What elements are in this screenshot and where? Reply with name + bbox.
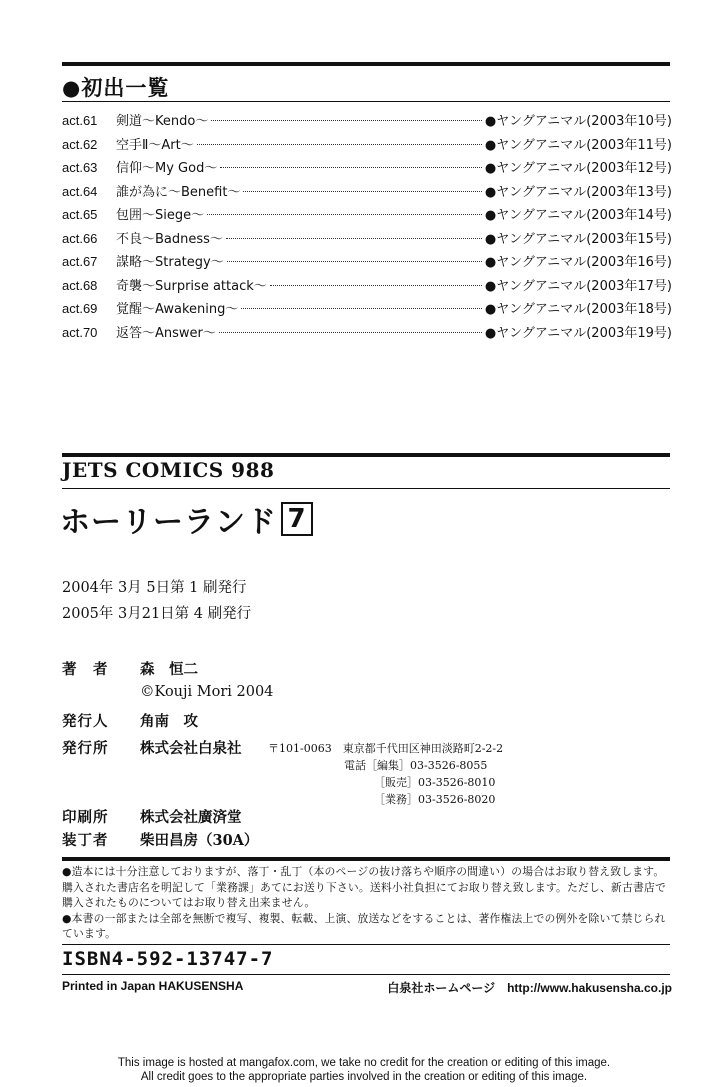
designer-line <box>62 829 258 850</box>
author-line <box>62 658 198 679</box>
issuer-line <box>62 710 198 731</box>
chapter-number: act.68 <box>62 277 98 293</box>
contents-list <box>62 110 672 345</box>
copyright: ©Kouji Mori 2004 <box>140 684 274 700</box>
book-title <box>60 497 313 541</box>
contents-row <box>62 204 672 228</box>
publisher-label: 発行所 <box>62 740 109 757</box>
chapter-title: 剣道～Kendo～ <box>116 114 209 129</box>
publication-source: ●ヤングアニマル(2003年16号) <box>484 255 672 270</box>
isbn-rule <box>62 944 670 945</box>
first-printing: 2004年 3月 5日第 1 刷発行 <box>62 580 247 596</box>
note-replacement: ●造本には十分注意しておりますが、落丁・乱丁（本のページの抜け落ちや順序の間違い）の場合はお取り替え致します。購入された書店名を明記して「業務課」あてにお送り下さい。送料小社負担にてお取り替え致します。ただし、新古書店で購入されたものについてはお取り替え出来ません。 <box>62 865 666 909</box>
contents-row <box>62 181 672 205</box>
notes-rule <box>62 857 670 861</box>
chapter-title: 返答～Answer～ <box>116 325 216 341</box>
chapter-title: 謀略～Strategy～ <box>116 255 224 270</box>
isbn: ISBN4-592-13747-7 <box>62 948 274 970</box>
chapter-title: 信仰～My God～ <box>116 161 218 176</box>
dotted-leader <box>241 308 482 309</box>
chapter-number: act.70 <box>62 324 98 340</box>
note-copyright: ●本書の一部または全部を無断で複写、複製、転載、上演、放送などをすることは、著作権法上での例外を除いて禁じられています。 <box>62 911 666 940</box>
contents-row <box>62 110 672 134</box>
contents-row <box>62 298 672 322</box>
publication-source: ●ヤングアニマル(2003年14号) <box>484 208 672 223</box>
chapter-title: 不良～Badness～ <box>116 231 223 247</box>
chapter-number: act.62 <box>62 136 98 152</box>
printer-name: 株式会社廣済堂 <box>140 809 242 826</box>
publisher-line <box>62 737 242 758</box>
contents-row <box>62 322 672 346</box>
printer-label: 印刷所 <box>62 809 109 826</box>
series-name: JETS COMICS 988 <box>62 458 275 482</box>
publisher-homepage: 白泉社ホームページ http://www.hakusensha.co.jp <box>387 981 672 995</box>
hosting-disclaimer-1: This image is hosted at mangafox.com, we take no credit for the creation or editing of this image. <box>117 1057 611 1069</box>
issuer-label: 発行人 <box>62 713 109 730</box>
designer-label: 装丁者 <box>62 832 109 849</box>
dotted-leader <box>270 285 482 286</box>
publication-source: ●ヤングアニマル(2003年18号) <box>484 302 672 317</box>
dotted-leader <box>220 167 482 168</box>
publication-source: ●ヤングアニマル(2003年13号) <box>484 184 672 200</box>
chapter-number: act.61 <box>62 113 98 128</box>
dotted-leader <box>226 238 482 239</box>
author-label: 著 者 <box>62 661 109 678</box>
publication-source: ●ヤングアニマル(2003年12号) <box>484 161 672 176</box>
phone-editorial: 電話［編集］03-3526-8055 <box>344 759 488 772</box>
dotted-leader <box>219 332 482 333</box>
author-name: 森 恒二 <box>140 661 198 678</box>
volume-number: 7 <box>281 502 313 536</box>
contents-row <box>62 275 672 299</box>
phone-business: ［業務］03-3526-8020 <box>374 793 496 806</box>
chapter-number: act.66 <box>62 230 98 246</box>
printed-in: Printed in Japan HAKUSENSHA <box>62 979 244 993</box>
publication-source: ●ヤングアニマル(2003年10号) <box>484 114 672 129</box>
chapter-number: act.64 <box>62 183 98 199</box>
dotted-leader <box>207 214 482 215</box>
publication-source: ●ヤングアニマル(2003年11号) <box>484 137 672 153</box>
heading-underline <box>62 101 670 102</box>
contents-heading: ●初出一覧 <box>62 76 170 100</box>
dotted-leader <box>211 120 482 121</box>
colophon-rule <box>62 453 670 457</box>
top-rule <box>62 62 670 66</box>
dotted-leader <box>243 191 481 192</box>
contents-row <box>62 157 672 181</box>
hosting-disclaimer-2: All credit goes to the appropriate parties involved in the creation or editing of this image. <box>140 1071 588 1083</box>
chapter-number: act.65 <box>62 207 98 222</box>
book-title-text: ホーリーランド <box>60 505 277 540</box>
designer-name: 柴田昌房（30A） <box>140 832 259 849</box>
notes <box>62 864 674 942</box>
chapter-title: 誰が為に～Benefit～ <box>116 184 241 200</box>
chapter-title: 包囲～Siege～ <box>116 208 205 223</box>
contents-row <box>62 134 672 158</box>
contents-row <box>62 228 672 252</box>
dotted-leader <box>197 144 482 145</box>
chapter-number: act.67 <box>62 254 98 269</box>
chapter-number: act.69 <box>62 301 98 316</box>
printer-line <box>62 806 242 827</box>
contents-row <box>62 251 672 275</box>
chapter-number: act.63 <box>62 160 98 175</box>
publication-source: ●ヤングアニマル(2003年19号) <box>484 325 672 341</box>
series-underline <box>62 488 670 489</box>
publication-source: ●ヤングアニマル(2003年15号) <box>484 231 672 247</box>
chapter-title: 空手Ⅱ～Art～ <box>116 137 194 153</box>
chapter-title: 奇襲～Surprise attack～ <box>116 278 267 294</box>
issuer-name: 角南 攻 <box>140 713 198 730</box>
chapter-title: 覚醒～Awakening～ <box>116 302 239 317</box>
publication-source: ●ヤングアニマル(2003年17号) <box>484 278 672 294</box>
isbn-underline <box>62 974 670 975</box>
publisher-name: 株式会社白泉社 <box>140 740 242 757</box>
phone-sales: ［販売］03-3526-8010 <box>374 776 496 789</box>
latest-printing: 2005年 3月21日第 4 刷発行 <box>62 606 252 622</box>
publisher-address: 〒101-0063 東京都千代田区神田淡路町2-2-2 <box>268 742 504 755</box>
dotted-leader <box>227 261 482 262</box>
